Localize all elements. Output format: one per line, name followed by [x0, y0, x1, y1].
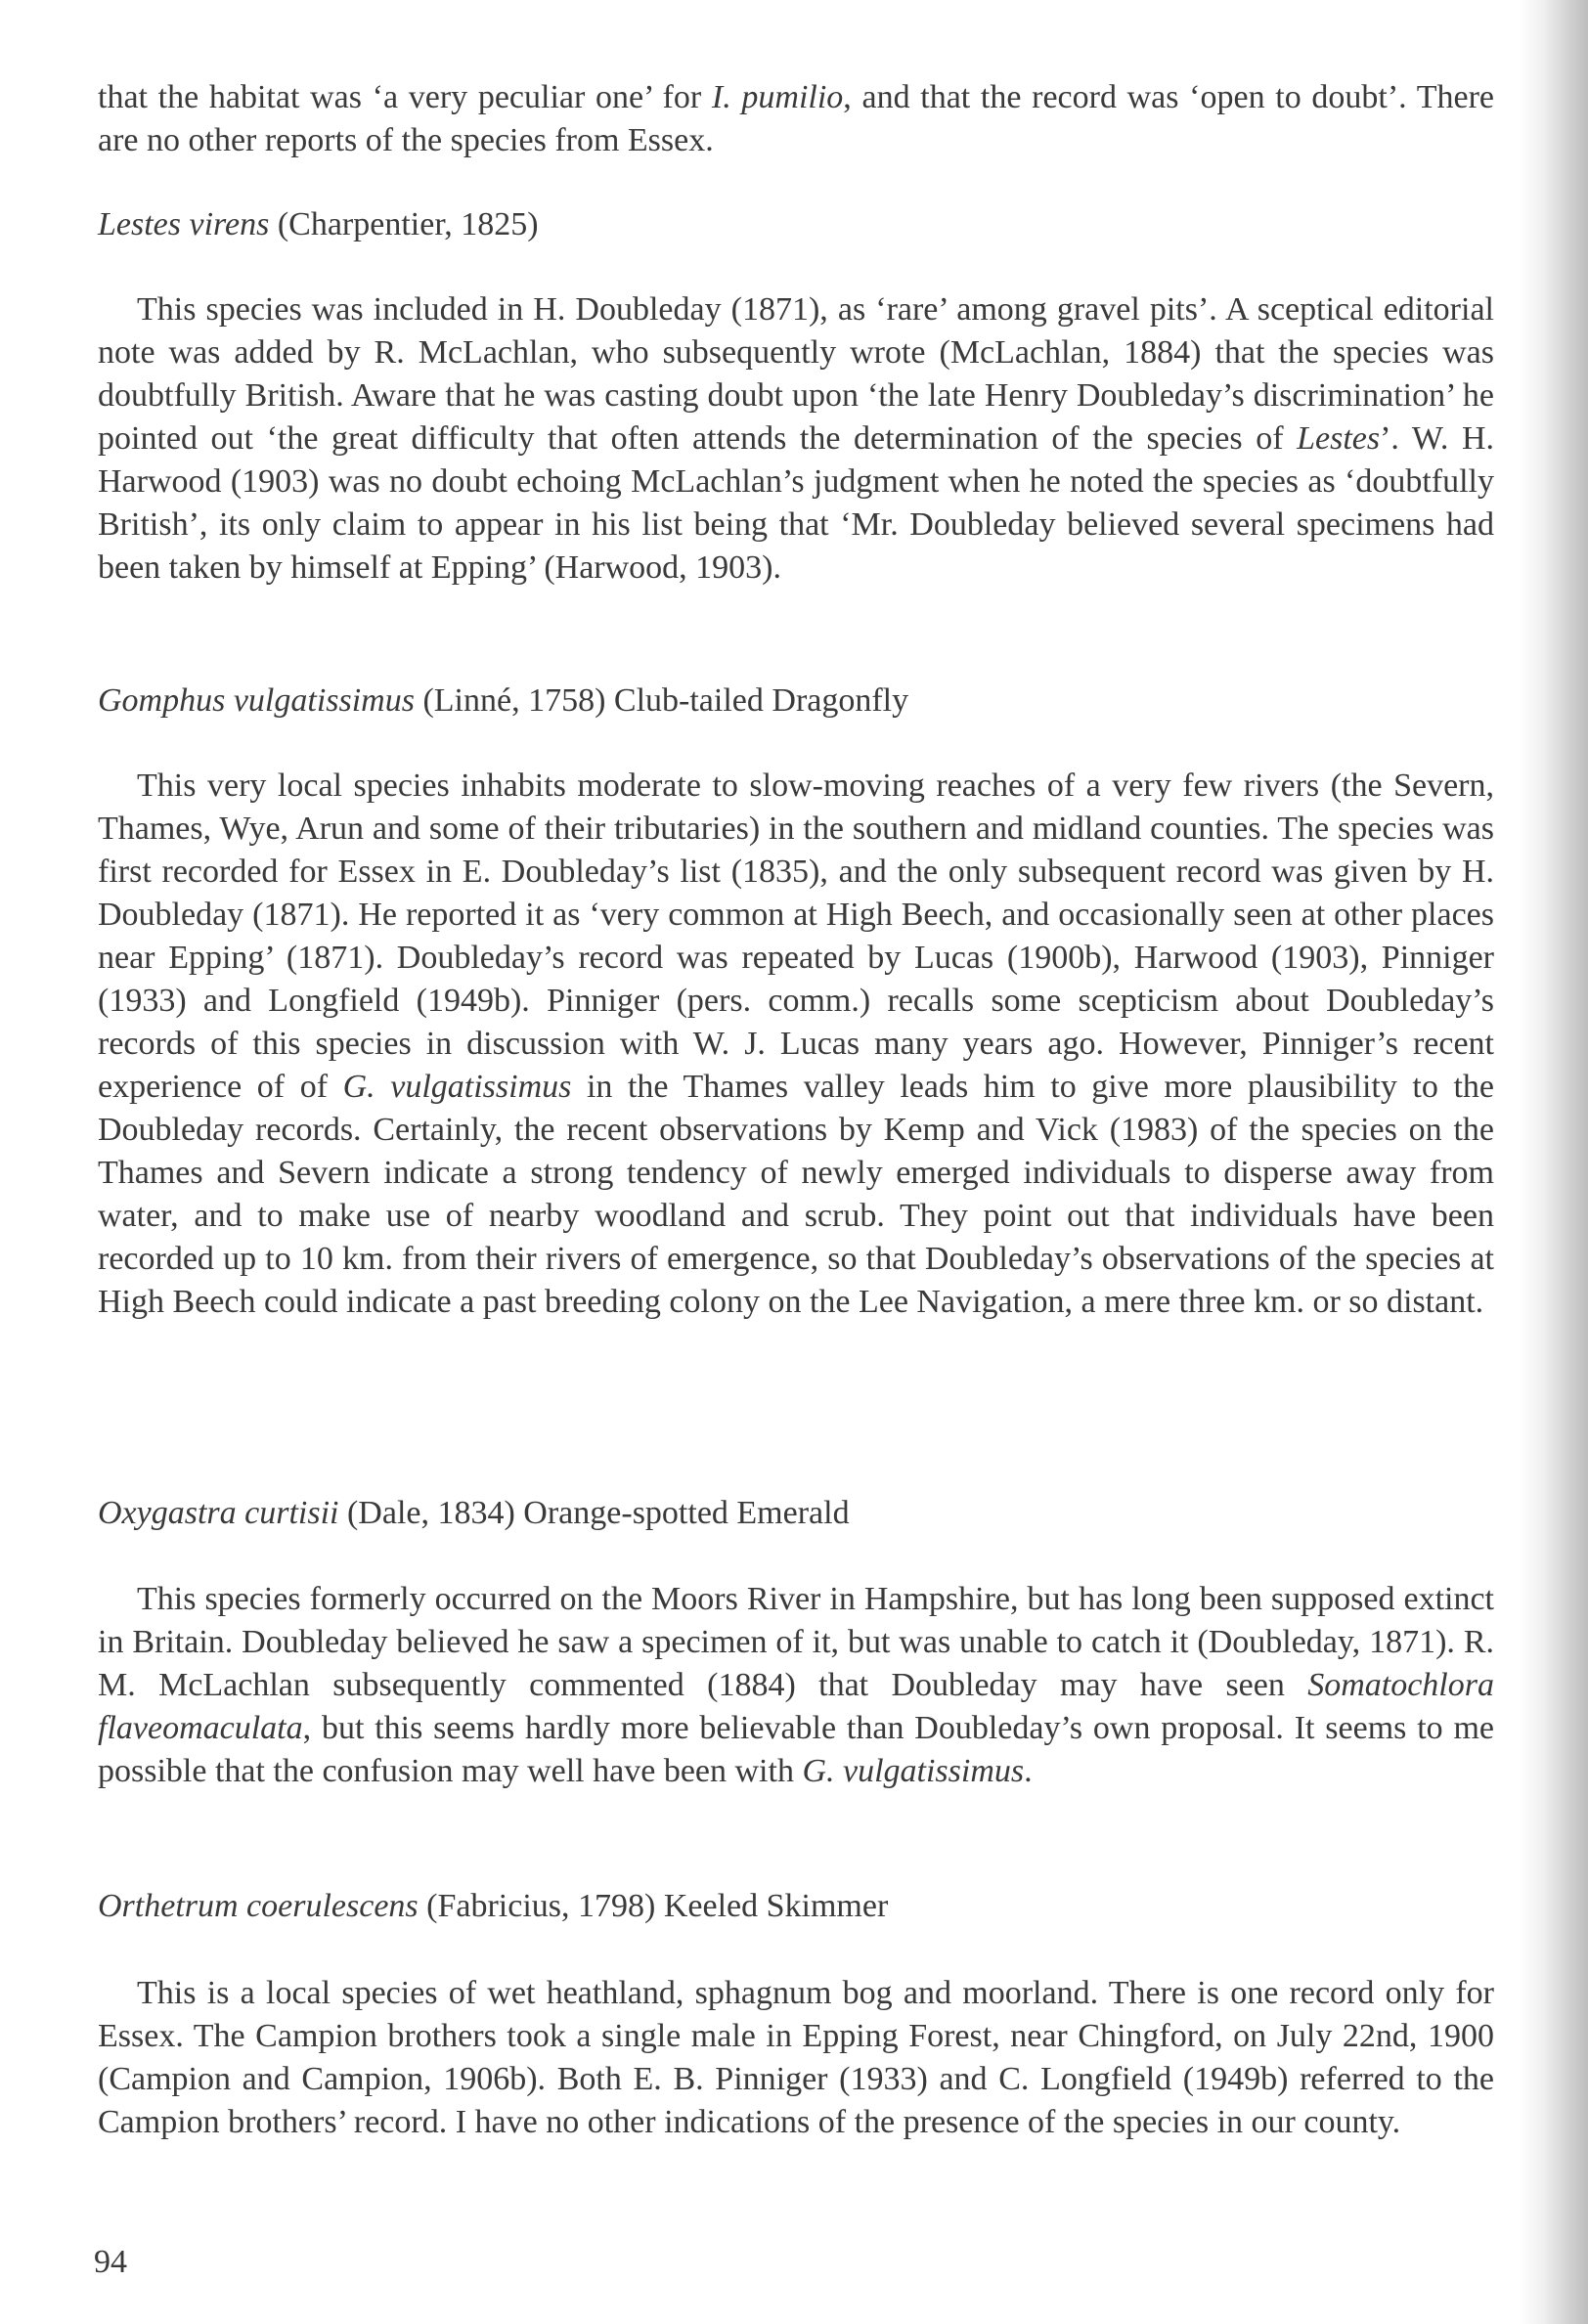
- text-run: This species formerly occurred on the Moors River in Hampshire, but has long been supposed extinct in Britain. Doubleday believed he saw a specimen of it, but was unable to catch it (Doubleday, 1871). R. M. McLachlan subsequently commented (1884) that Doubleday may have seen: [98, 1581, 1494, 1703]
- species-heading-authority: (Linné, 1758) Club-tailed Dragonfly: [414, 682, 909, 719]
- species-heading-authority: (Charpentier, 1825): [269, 206, 539, 242]
- species-name-italic: I. pumilio: [711, 79, 844, 115]
- species-name-italic: G. vulgatissimus: [342, 1069, 572, 1105]
- species-heading: [98, 1492, 1494, 1535]
- species-heading-name: Lestes virens: [98, 206, 270, 242]
- text-run: , and that the record was ‘open to doubt’. There are no other reports of the species from Essex.: [98, 79, 1495, 158]
- species-paragraph: [98, 765, 1494, 1324]
- species-heading: [98, 1885, 1494, 1928]
- species-heading: [98, 680, 1494, 723]
- section-lestes-virens: [98, 203, 1494, 246]
- species-name-italic: Lestes: [1297, 420, 1381, 457]
- species-heading-authority: (Dale, 1834) Orange-spotted Emerald: [338, 1495, 850, 1531]
- text-run: This species was included in H. Doubleday (1871), as ‘rare’ among gravel pits’. A sceptical editorial note was added by R. McLachlan, who subsequently wrote (McLachlan, 1884) that the species was doubtfully British. Aware that he was casting doubt upon ‘the late Henry Doubleday’s discrimination’ he pointed out ‘the great difficulty that often attends the determination of the species of: [98, 291, 1494, 457]
- text-run: ’. W. H. Harwood (1903) was no doubt echoing McLachlan’s judgment when he noted the species as ‘doubtfully British’, its only claim to appear in his list being that ‘Mr. Doubleday believed several specimens had been taken by himself at Epping’ (Harwood, 1903).: [98, 420, 1494, 586]
- species-heading-name: Gomphus vulgatissimus: [98, 682, 415, 719]
- text-run: This is a local species of wet heathland, sphagnum bog and moorland. There is one record only for Essex. The Campion brothers took a single male in Epping Forest, near Chingford, on July 22nd, 1900 (Campion and Campion, 1906b). Both E. B. Pinniger (1933) and C. Longfield (1949b) referred to the Campion brothers’ record. I have no other indications of the presence of the species in our county.: [98, 1975, 1494, 2140]
- species-name-italic: Somatochlora flaveomaculata: [98, 1667, 1494, 1746]
- species-paragraph: [98, 1578, 1494, 1793]
- intro-paragraph-block: [98, 76, 1494, 162]
- intro-paragraph: [98, 76, 1494, 162]
- text-run: in the Thames valley leads him to give more plausibility to the Doubleday records. Certainly, the recent observations by Kemp and Vick (1983) of the species on the Thames and Severn indicate a strong tendency of newly emerged individuals to disperse away from water, and to make use of nearby woodland and scrub. They point out that individuals have been recorded up to 10 km. from their rivers of emergence, so that Doubleday’s observations of the species at High Beech could indicate a past breeding colony on the Lee Navigation, a mere three km. or so distant.: [98, 1069, 1494, 1320]
- page-number: 94: [94, 2244, 127, 2280]
- section-orthetrum-coerulescens: [98, 1885, 1494, 1928]
- species-heading-name: Orthetrum coerulescens: [98, 1888, 419, 1924]
- species-paragraph: [98, 288, 1494, 590]
- species-heading: [98, 203, 1494, 246]
- text-run: that the habitat was ‘a very peculiar one’ for: [98, 79, 712, 115]
- section-oxygastra-curtisii: [98, 1492, 1494, 1535]
- text-run: .: [1024, 1753, 1033, 1789]
- section-gomphus-vulgatissimus: [98, 680, 1494, 723]
- text-run: This very local species inhabits moderate to slow-moving reaches of a very few rivers (the Severn, Thames, Wye, Arun and some of their tributaries) in the southern and midland counties. The species was first recorded for Essex in E. Doubleday’s list (1835), and the only subsequent record was given by H. Doubleday (1871). He reported it as ‘very common at High Beech, and occasionally seen at other places near Epping’ (1871). Doubleday’s record was repeated by Lucas (1900b), Harwood (1903), Pinniger (1933) and Longfield (1949b). Pinniger (pers. comm.) recalls some scepticism about Doubleday’s records of this species in discussion with W. J. Lucas many years ago. However, Pinniger’s recent experience of of: [98, 767, 1494, 1105]
- species-heading-authority: (Fabricius, 1798) Keeled Skimmer: [418, 1888, 889, 1924]
- section-oxygastra-curtisii-body: [98, 1578, 1494, 1793]
- section-lestes-virens-body: [98, 288, 1494, 590]
- page-edge-shadow: [1520, 0, 1588, 2324]
- species-heading-name: Oxygastra curtisii: [98, 1495, 339, 1531]
- section-gomphus-vulgatissimus-body: [98, 765, 1494, 1324]
- section-orthetrum-coerulescens-body: [98, 1972, 1494, 2144]
- text-run: , but this seems hardly more believable than Doubleday’s own proposal. It seems to me possible that the confusion may well have been with: [98, 1710, 1494, 1789]
- species-name-italic: G. vulgatissimus: [802, 1753, 1025, 1789]
- species-paragraph: [98, 1972, 1494, 2144]
